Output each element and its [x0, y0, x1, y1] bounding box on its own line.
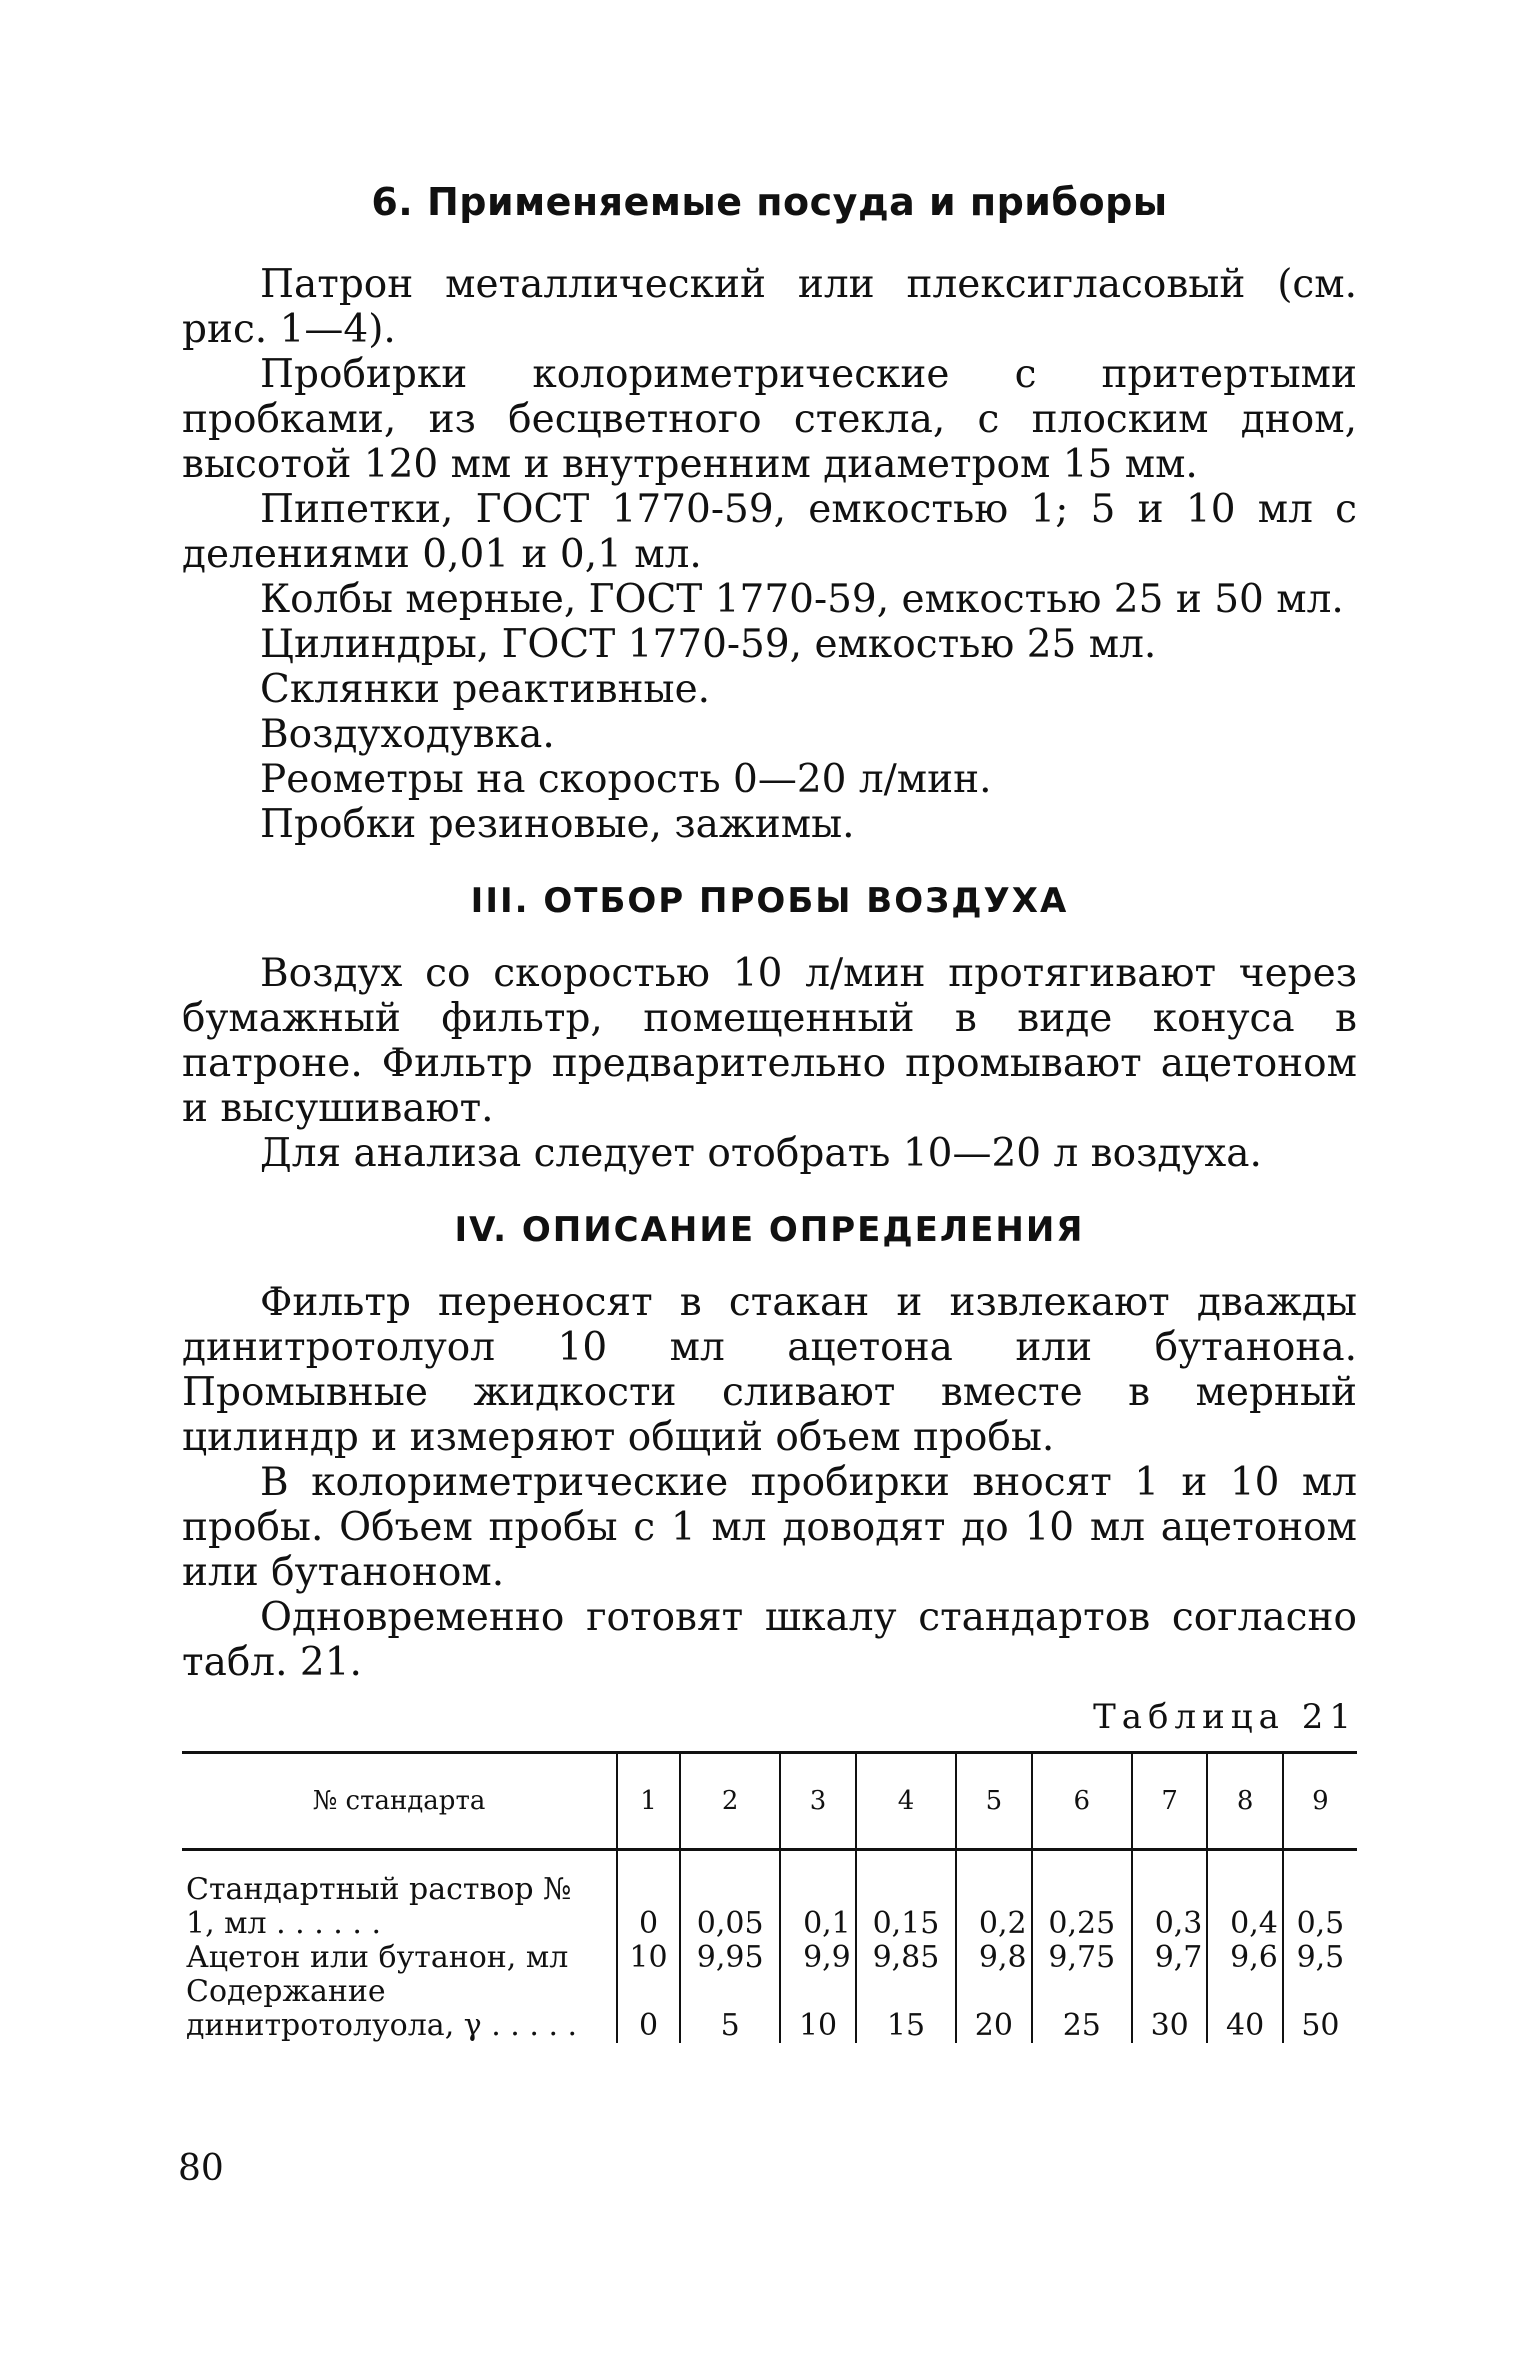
- row-label: Стандартный раствор № 1, мл . . . . . .: [186, 1872, 572, 1941]
- table-cell: 50: [1283, 1975, 1357, 2043]
- paragraph: Фильтр переносят в стакан и извлекают дважды динитротолуол 10 мл ацетона или бутанона. Промывные жидкости сливают вместе в мерный цилиндр и измеряют общий объем пробы.: [182, 1280, 1357, 1460]
- table-cell: 5: [680, 1975, 780, 2043]
- table-cell: 40: [1207, 1975, 1282, 2043]
- table-header-cell: 9: [1283, 1753, 1357, 1850]
- table-cell: 0,25: [1032, 1873, 1132, 1941]
- equipment-item: Пробки резиновые, зажимы.: [260, 802, 855, 847]
- table-cell: 10: [780, 1975, 855, 2043]
- table-cell: 0: [617, 1873, 680, 1941]
- table-cell: 9,75: [1032, 1941, 1132, 1975]
- equipment-item: Цилиндры, ГОСТ 1770-59, емкостью 25 мл.: [260, 622, 1157, 667]
- table-cell: 20: [956, 1975, 1031, 2043]
- table-cell: 0: [617, 1975, 680, 2043]
- table-cell: 0,2: [956, 1873, 1031, 1941]
- table-row: [182, 1873, 1357, 1941]
- section-6-title: 6. Применяемые посуда и приборы: [371, 180, 1168, 224]
- row-label: Содержание динитротолуола, γ . . . . .: [186, 1974, 578, 2043]
- table-cell: 0,15: [856, 1873, 956, 1941]
- table-cell: 9,85: [856, 1941, 956, 1975]
- table-title: Таблица 21: [1093, 1697, 1357, 1737]
- paragraph: Воздух со скоростью 10 л/мин протягивают через бумажный фильтр, помещенный в виде конуса в патроне. Фильтр предварительно промывают ацетоном и высушивают.: [182, 951, 1357, 1131]
- table-cell: 0,05: [680, 1873, 780, 1941]
- table-header-row: [182, 1753, 1357, 1850]
- row-label: Ацетон или бутанон, мл: [186, 1940, 569, 1975]
- table-cell: 9,95: [680, 1941, 780, 1975]
- table-cell: 15: [856, 1975, 956, 2043]
- page-number: 80: [178, 2148, 224, 2189]
- table-cell: 0,4: [1207, 1873, 1282, 1941]
- table-header-cell: 8: [1207, 1753, 1282, 1850]
- table-header-cell: 1: [617, 1753, 680, 1850]
- section-3-title: III. ОТБОР ПРОБЫ ВОЗДУХА: [470, 881, 1069, 921]
- equipment-item: Пробирки колориметрические с притертыми пробками, из бесцветного стекла, с плоским дном, высотой 120 мм и внутренним диаметром 15 мм.: [182, 352, 1357, 487]
- table-cell: 0,3: [1132, 1873, 1207, 1941]
- table-cell: 25: [1032, 1975, 1132, 2043]
- table-header-label: № стандарта: [182, 1753, 617, 1850]
- equipment-item: Пипетки, ГОСТ 1770-59, емкостью 1; 5 и 10 мл с делениями 0,01 и 0,1 мл.: [182, 487, 1357, 577]
- table-row: [182, 1941, 1357, 1975]
- table-spacer: [182, 1850, 1357, 1874]
- table-cell: 9,5: [1283, 1941, 1357, 1975]
- table-cell: 10: [617, 1941, 680, 1975]
- table-header-cell: 6: [1032, 1753, 1132, 1850]
- table-cell: 0,1: [780, 1873, 855, 1941]
- table-header-cell: 3: [780, 1753, 855, 1850]
- table-header-cell: 2: [680, 1753, 780, 1850]
- document-page: [182, 180, 1357, 2043]
- table-cell: 9,8: [956, 1941, 1031, 1975]
- equipment-item: Колбы мерные, ГОСТ 1770-59, емкостью 25 и 50 мл.: [260, 577, 1344, 622]
- table-header-cell: 5: [956, 1753, 1031, 1850]
- paragraph: Для анализа следует отобрать 10—20 л воздуха.: [260, 1131, 1262, 1176]
- table-header-cell: 4: [856, 1753, 956, 1850]
- equipment-item: Воздуходувка.: [260, 712, 555, 757]
- equipment-item: Реометры на скорость 0—20 л/мин.: [260, 757, 992, 802]
- paragraph: В колориметрические пробирки вносят 1 и 10 мл пробы. Объем пробы с 1 мл доводят до 10 мл ацетоном или бутаноном.: [182, 1460, 1357, 1595]
- table-cell: 9,9: [780, 1941, 855, 1975]
- table-header-cell: 7: [1132, 1753, 1207, 1850]
- section-4-title: IV. ОПИСАНИЕ ОПРЕДЕЛЕНИЯ: [454, 1210, 1085, 1250]
- equipment-item: Патрон металлический или плексигласовый (см. рис. 1—4).: [182, 262, 1357, 352]
- table-row: [182, 1975, 1357, 2043]
- equipment-item: Склянки реактивные.: [260, 667, 711, 712]
- table-cell: 0,5: [1283, 1873, 1357, 1941]
- table-cell: 9,7: [1132, 1941, 1207, 1975]
- paragraph: Одновременно готовят шкалу стандартов согласно табл. 21.: [182, 1595, 1357, 1685]
- table-cell: 9,6: [1207, 1941, 1282, 1975]
- table-cell: 30: [1132, 1975, 1207, 2043]
- standards-table: [182, 1751, 1357, 2043]
